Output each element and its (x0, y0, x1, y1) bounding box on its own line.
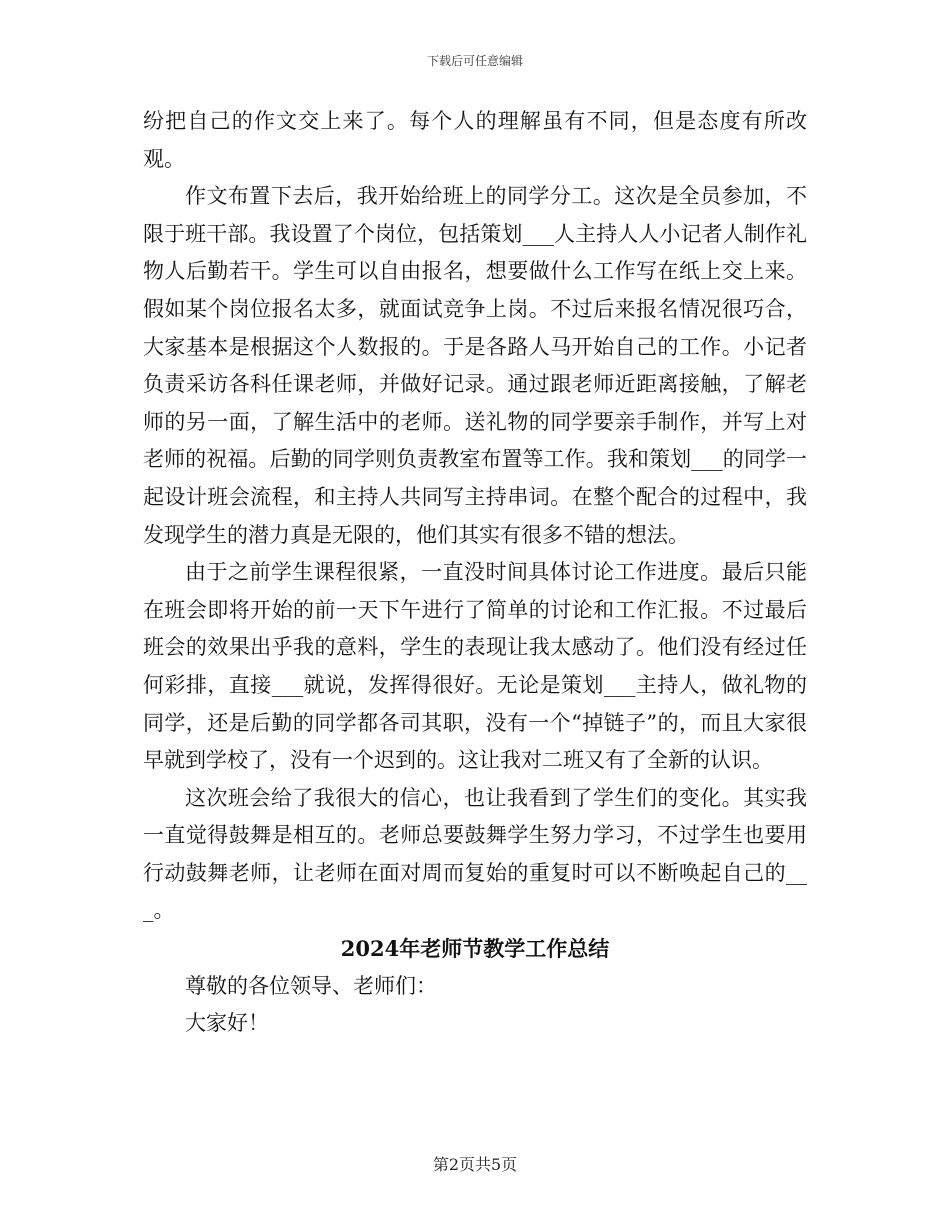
greeting: 大家好！ (185, 1011, 269, 1036)
paragraph-reflection: 这次班会给了我很大的信心，也让我看到了学生们的变化。其实我一直觉得鼓舞是相互的。老师总要鼓舞学生努力学习，不过学生也要用行动鼓舞老师，让老师在面对周而复始的重复时可以不断唤起自己的___。 (143, 785, 807, 923)
section-title: 2024年老师节教学工作总结 (340, 936, 610, 962)
paragraph-class-meeting-result: 由于之前学生课程很紧，一直没时间具体讨论工作进度。最后只能在班会即将开始的前一天下午进行了简单的讨论和工作汇报。不过最后班会的效果出乎我的意料，学生的表现让我太感动了。他们没有经过任何彩排，直接___就说，发挥得很好。无论是策划___主持人，做礼物的同学，还是后勤的同学都各司其职，没有一个“掉链子”的，而且大家很早就到学校了，没有一个迟到的。这让我对二班又有了全新的认识。 (143, 560, 807, 773)
page-header: 下载后可任意编辑 (426, 54, 523, 68)
paragraph-division-of-work: 作文布置下去后，我开始给班上的同学分工。这次是全员参加，不限于班干部。我设置了个岗位，包括策划___人主持人人小记者人制作礼物人后勤若干。学生可以自由报名，想要做什么工作写在纸上交上来。假如某个岗位报名太多，就面试竞争上岗。不过后来报名情况很巧合，大家基本是根据这个人数报的。于是各路人马开始自己的工作。小记者负责采访各科任课老师，并做好记录。通过跟老师近距离接触，了解老师的另一面，了解生活中的老师。送礼物的同学要亲手制作，并写上对老师的祝福。后勤的同学则负责教室布置等工作。我和策划___的同学一起设计班会流程，和主持人共同写主持串词。在整个配合的过程中，我发现学生的潜力真是无限的，他们其实有很多不错的想法。 (143, 184, 807, 547)
page-number: 第2页共5页 (432, 1155, 518, 1174)
document-body (143, 103, 807, 1043)
paragraph-continuation: 纷把自己的作文交上来了。每个人的理解虽有不同，但是态度有所改观。 (143, 109, 807, 171)
salutation: 尊敬的各位领导、老师们： (185, 973, 437, 998)
